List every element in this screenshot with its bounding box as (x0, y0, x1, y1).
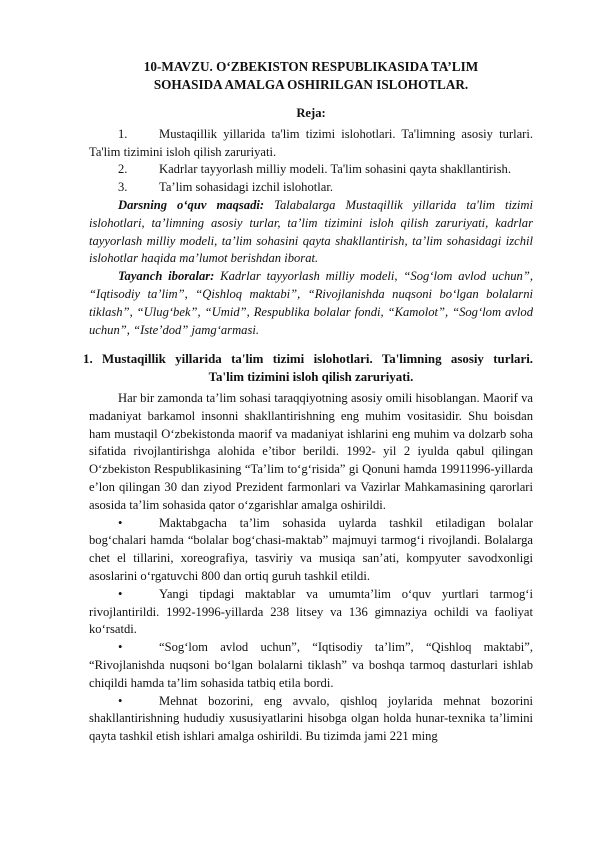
body-paragraph-1: Har bir zamonda ta’lim sohasi taraqqiyotning asosiy omili hisoblangan. Maorif va madaniyat barkamol insonni shakllantirishning eng muhim vositasidir. Shu boisdan ham mustaqil O‘zbekistonda maorif va madaniyat ishlarini eng muhim va dolzarb soha sifatida rivojlantirishga alohida e’tibor berildi. 1992- yil 2 iyulda qabul qilingan O‘zbekiston Respublikasining “Ta’lim to‘g‘risida” gi Qonuni hamda 19911996-yillarda e’lon qilingan 30 dan ziyod Prezident farmonlari va Vazirlar Mahkamasining qarorlari asosida ta’lim sohasida qator o‘zgarishlar amalga oshirildi. (89, 390, 533, 512)
lesson-goal-paragraph (89, 197, 533, 268)
plan-item-2 (89, 161, 533, 179)
bullet-text: “Sog‘lom avlod uchun”, “Iqtisodiy ta’lim”, “Qishloq maktabi”, “Rivojlanishda nuqsoni bo‘lgan bolalarni tiklash” va boshqa tarmoq dasturlari ishlab chiqildi hamda ta’lim sohasida tatbiq etila bordi. (89, 640, 533, 690)
document-content (83, 58, 533, 746)
bullet-item-4 (89, 693, 533, 746)
section-1-heading-line-2: Ta'lim tizimini isloh qilish zaruriyati. (208, 370, 414, 385)
bullet-mark: • (118, 693, 123, 708)
bullet-item-1 (89, 515, 533, 586)
bullet-mark: • (118, 640, 123, 655)
document-title (89, 58, 533, 93)
plan-item-number: 3. (118, 180, 128, 195)
section-1-heading (83, 351, 533, 387)
bullet-text: Maktabgacha ta’lim sohasida uylarda tashkil etiladigan bolalar bog‘chalari hamda “bolalar bog‘chasi-maktab” majmuyi tarmog‘i rivojlandi. Bolalarga chet el tillarini, xoreografiya, tasviriy va musiqa san’ati, kompyuter savodxonligi asoslarini o‘rgatuvchi 800 dan ortiq guruh tashkil etildi. (89, 515, 533, 583)
plan-item-3 (89, 179, 533, 197)
bullet-text: Yangi tipdagi maktablar va umumta’lim o‘quv yurtlari tarmog‘i rivojlantirildi. 1992-1996-yillarda 238 litsey va 136 gimnaziya ochildi va faoliyat ko‘rsatdi. (89, 586, 533, 637)
plan-item-number: 2. (118, 162, 128, 177)
lesson-goal-text: Talabalarga Mustaqillik yillarida ta'lim tizimi islohotlari, ta’limning asosiy turlar, ta’lim tizimini isloh qilish zaruriyati, kadrlar tayyorlash milliy modeli, ta’lim sohasini qayta shakllantirish, ta’lim sohasidagi izchil islohotlar haqida ma’lumot berishdan iborat. (89, 197, 533, 266)
plan-item-number: 1. (118, 126, 128, 141)
lesson-goal-label: Darsning o‘quv maqsadi: (118, 197, 265, 212)
keywords-label: Tayanch iboralar: (118, 269, 215, 284)
bullet-text: Mehnat bozorini, eng avvalo, qishloq joylarida mehnat bozorini shakllantirishning hududiy xususiyatlarini hisobga olgan holda hunar-texnika ta’limini qayta tashkil etish ishlari amalga oshirildi. Bu tizimda jami 221 ming (89, 693, 533, 744)
bullet-item-3 (89, 639, 533, 692)
title-line-2: SOHASIDA AMALGA OSHIRILGAN ISLOHOTLAR. (153, 76, 469, 92)
plan-heading: Reja: (296, 106, 326, 120)
keywords-text: Kadrlar tayyorlash milliy modeli, “Sog‘lom avlod uchun”, “Iqtisodiy ta’lim”, “Qishloq maktabi”, “Rivojlanishda nuqsoni bo‘lgan bolalarni tiklash”, “Ulug‘bek”, “Umid”, Respublika bolalar fondi, “Kamolot”, “Sog‘lom avlod uchun”, “Iste’dod” jamg‘armasi. (89, 269, 533, 337)
section-1-heading-line-1: 1. Mustaqillik yillarida ta'lim tizimi islohotlari. Ta'limning asosiy turlari. (83, 352, 533, 367)
bullet-mark: • (118, 515, 123, 530)
plan-item-1 (89, 126, 533, 162)
plan-list (89, 126, 533, 197)
plan-item-text: Ta’lim sohasidagi izchil islohotlar. (159, 180, 333, 195)
bullet-item-2 (89, 586, 533, 639)
plan-item-text: Mustaqillik yillarida ta'lim tizimi islohotlari. Ta'limning asosiy turlari. Ta'lim tizimini isloh qilish zaruriyati. (89, 126, 533, 159)
keywords-paragraph (89, 268, 533, 339)
title-line-1: 10-MAVZU. O‘ZBEKISTON RESPUBLIKASIDA TA’LIM (143, 59, 479, 74)
bullet-mark: • (118, 586, 123, 601)
plan-item-text: Kadrlar tayyorlash milliy modeli. Ta'lim sohasini qayta shakllantirish. (159, 162, 511, 177)
